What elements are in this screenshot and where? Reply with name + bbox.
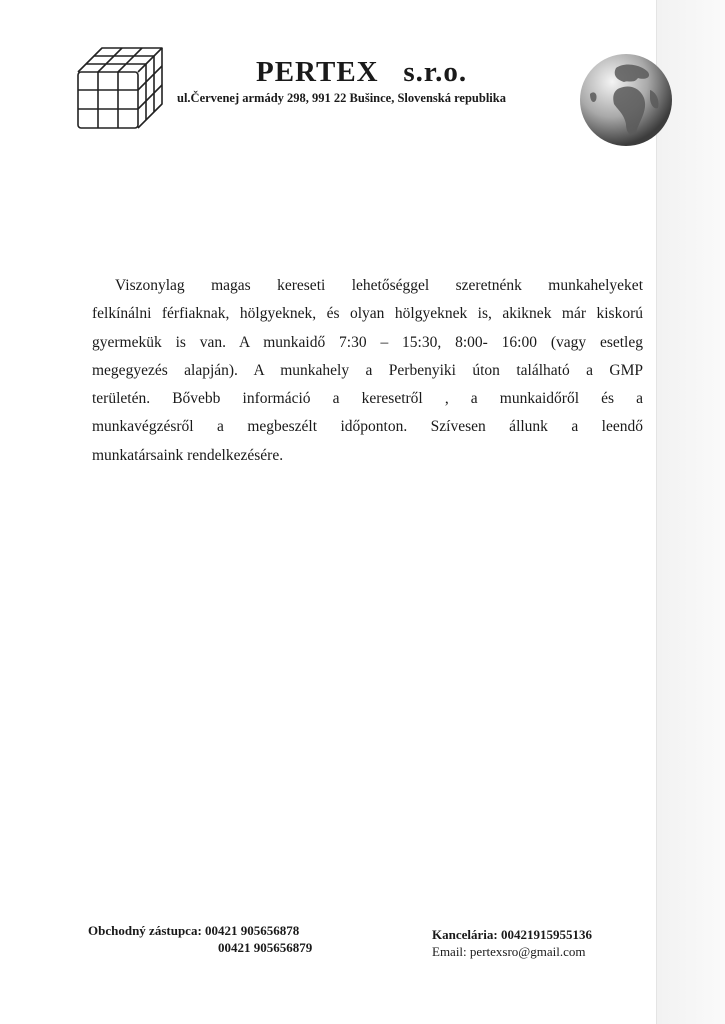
- body-paragraph: [92, 272, 643, 470]
- body-line: megegyezés alapján). A munkahely a Perbenyiki úton található a GMP: [92, 361, 643, 379]
- body-line: felkínálni férfiaknak, hölgyeknek, és olyan hölgyeknek is, akiknek már kiskorú: [92, 305, 643, 323]
- globe-icon: [578, 50, 674, 150]
- sales-rep-phone: 00421 905656879: [218, 940, 313, 955]
- office-phone: 00421915955136: [500, 927, 592, 942]
- email-address: pertexsro@gmail.com: [469, 944, 586, 959]
- body-line: munkavégzésről a megbeszélt időponton. Szívesen állunk a leendő: [92, 418, 643, 436]
- office-contact: [432, 926, 592, 960]
- page-shadow: [657, 0, 725, 1024]
- office-label: Kancelária:: [432, 927, 498, 942]
- body-line: munkatársaink rendelkezésére.: [92, 446, 284, 464]
- body-line: Viszonylag magas kereseti lehetőséggel szeretnénk munkahelyeket: [115, 277, 643, 294]
- email-label: Email:: [432, 944, 467, 959]
- body-line: területén. Bővebb információ a keresetről , a munkaidőről és a: [92, 390, 643, 408]
- sales-rep-contact: [88, 922, 312, 956]
- sales-rep-label: Obchodný zástupca:: [88, 923, 202, 938]
- body-line: gyermekük is van. A munkaidő 7:30 – 15:30, 8:00- 16:00 (vagy esetleg: [92, 333, 643, 351]
- sales-rep-phone: 00421 905656878: [205, 923, 300, 938]
- cube-logo-icon: [72, 42, 168, 132]
- page-edge: [656, 0, 657, 1024]
- company-address: ul.Červenej armády 298, 991 22 Bušince, Slovenská republika: [177, 91, 506, 105]
- company-name: PERTEX s.r.o.: [256, 56, 468, 88]
